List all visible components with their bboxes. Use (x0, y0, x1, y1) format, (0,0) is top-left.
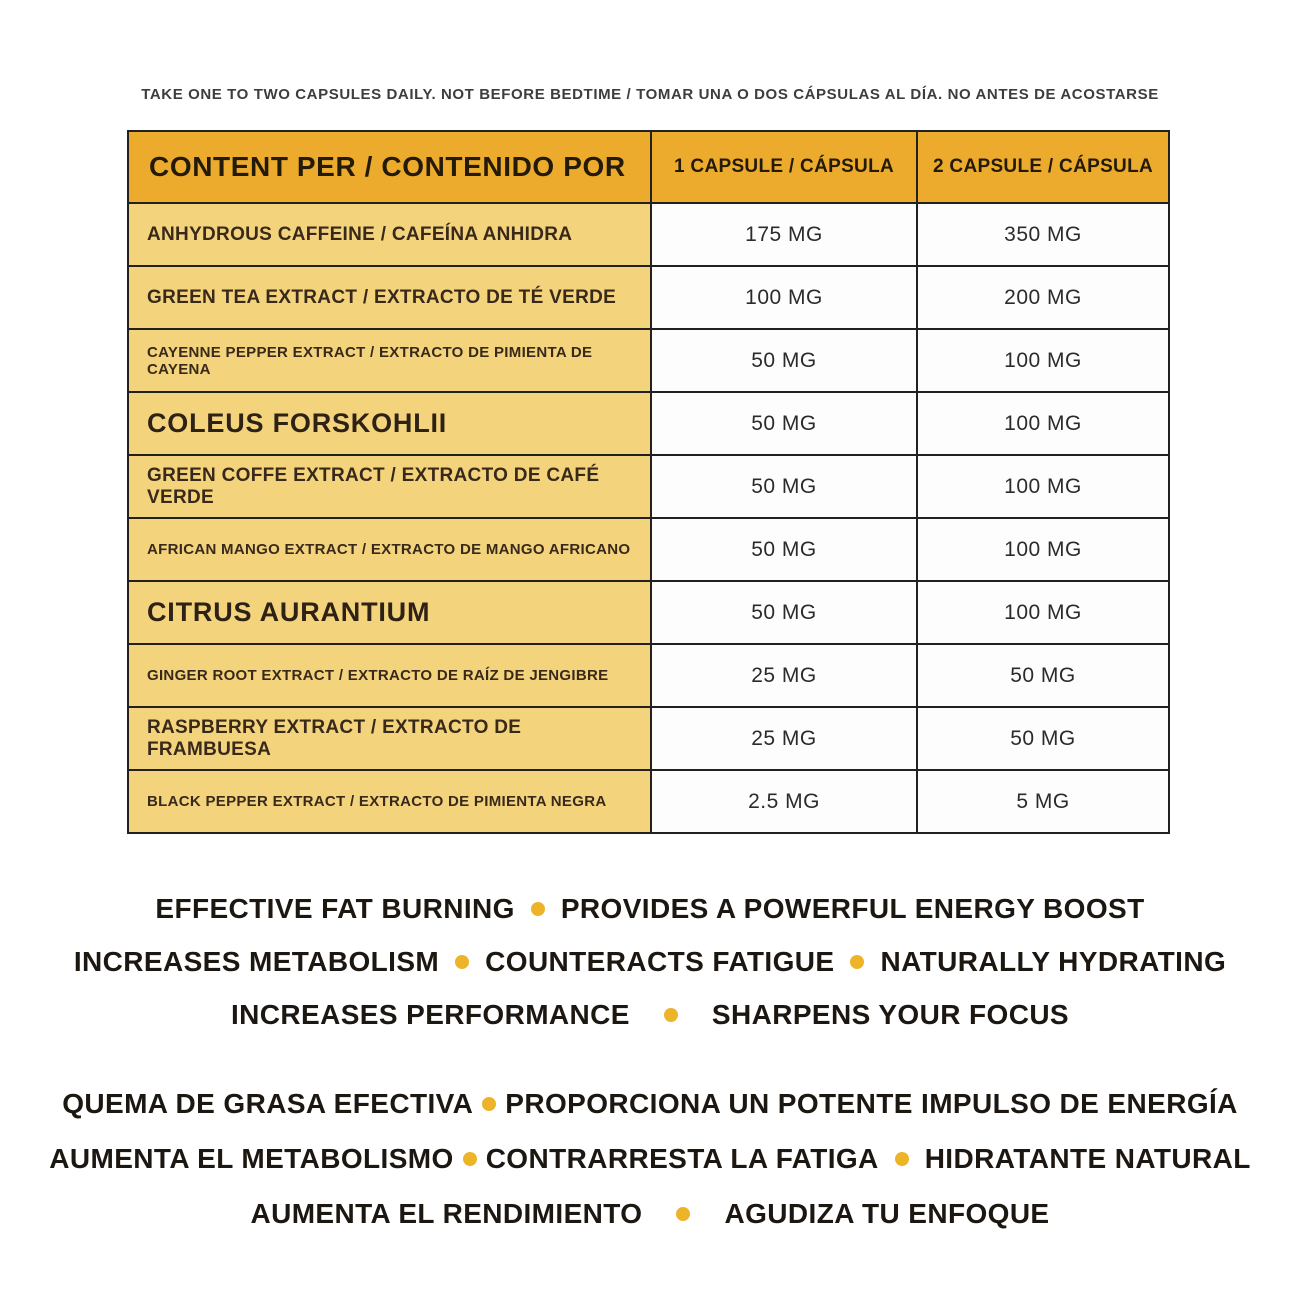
bullet-dot-icon (463, 1152, 477, 1166)
ingredient-name: BLACK PEPPER EXTRACT / EXTRACTO DE PIMIENTA NEGRA (128, 770, 651, 833)
benefit-text: AUMENTA EL METABOLISMO (49, 1143, 454, 1174)
table-row (128, 392, 1169, 455)
table-row (128, 707, 1169, 770)
amount-1-capsule: 25 MG (651, 707, 917, 770)
table-row (128, 770, 1169, 833)
benefits-english (0, 893, 1300, 1052)
bullet-dot-icon (482, 1097, 496, 1111)
benefit-text: NATURALLY HYDRATING (880, 946, 1227, 977)
amount-2-capsule: 5 MG (917, 770, 1169, 833)
amount-1-capsule: 50 MG (651, 581, 917, 644)
benefit-text: HIDRATANTE NATURAL (924, 1143, 1251, 1174)
table-row (128, 518, 1169, 581)
benefit-text: PROPORCIONA UN POTENTE IMPULSO DE ENERGÍA (505, 1088, 1238, 1119)
benefit-text: INCREASES PERFORMANCE (230, 999, 630, 1030)
ingredient-name: GREEN TEA EXTRACT / EXTRACTO DE TÉ VERDE (128, 266, 651, 329)
bullet-dot-icon (850, 955, 864, 969)
benefit-line (0, 1198, 1300, 1230)
amount-2-capsule: 100 MG (917, 581, 1169, 644)
table-header-row (128, 131, 1169, 203)
benefit-line (0, 946, 1300, 978)
amount-1-capsule: 50 MG (651, 329, 917, 392)
ingredient-name: CAYENNE PEPPER EXTRACT / EXTRACTO DE PIMIENTA DE CAYENA (128, 329, 651, 392)
header-content-per: CONTENT PER / CONTENIDO POR (128, 131, 651, 203)
amount-2-capsule: 350 MG (917, 203, 1169, 266)
ingredient-name: GREEN COFFE EXTRACT / EXTRACTO DE CAFÉ VERDE (128, 455, 651, 518)
amount-1-capsule: 175 MG (651, 203, 917, 266)
ingredient-name: ANHYDROUS CAFFEINE / CAFEÍNA ANHIDRA (128, 203, 651, 266)
benefit-line (0, 1143, 1300, 1175)
table-row (128, 266, 1169, 329)
table-row (128, 581, 1169, 644)
header-1-capsule: 1 CAPSULE / CÁPSULA (651, 131, 917, 203)
amount-1-capsule: 100 MG (651, 266, 917, 329)
bullet-dot-icon (455, 955, 469, 969)
amount-2-capsule: 100 MG (917, 518, 1169, 581)
table-row (128, 203, 1169, 266)
amount-1-capsule: 50 MG (651, 518, 917, 581)
benefit-line (0, 1088, 1300, 1120)
ingredient-name: GINGER ROOT EXTRACT / EXTRACTO DE RAÍZ DE JENGIBRE (128, 644, 651, 707)
benefit-text: CONTRARRESTA LA FATIGA (485, 1143, 879, 1174)
amount-2-capsule: 200 MG (917, 266, 1169, 329)
amount-2-capsule: 50 MG (917, 707, 1169, 770)
amount-2-capsule: 50 MG (917, 644, 1169, 707)
bullet-dot-icon (664, 1008, 678, 1022)
benefit-text: QUEMA DE GRASA EFECTIVA (62, 1088, 474, 1119)
benefit-text: AGUDIZA TU ENFOQUE (724, 1198, 1050, 1229)
benefit-text: COUNTERACTS FATIGUE (485, 946, 835, 977)
ingredient-name: COLEUS FORSKOHLII (128, 392, 651, 455)
amount-2-capsule: 100 MG (917, 392, 1169, 455)
ingredient-name: RASPBERRY EXTRACT / EXTRACTO DE FRAMBUESA (128, 707, 651, 770)
benefit-text: SHARPENS YOUR FOCUS (711, 999, 1070, 1030)
amount-1-capsule: 50 MG (651, 455, 917, 518)
table-row (128, 329, 1169, 392)
amount-1-capsule: 50 MG (651, 392, 917, 455)
table-row (128, 644, 1169, 707)
bullet-dot-icon (895, 1152, 909, 1166)
benefit-line (0, 999, 1300, 1031)
bullet-dot-icon (676, 1207, 690, 1221)
dosage-instructions: TAKE ONE TO TWO CAPSULES DAILY. NOT BEFORE BEDTIME / TOMAR UNA O DOS CÁPSULAS AL DÍA. NO ANTES DE ACOSTARSE (141, 86, 1159, 103)
amount-1-capsule: 25 MG (651, 644, 917, 707)
header-2-capsule: 2 CAPSULE / CÁPSULA (917, 131, 1169, 203)
ingredient-name: AFRICAN MANGO EXTRACT / EXTRACTO DE MANGO AFRICANO (128, 518, 651, 581)
benefit-text: AUMENTA EL RENDIMIENTO (250, 1198, 643, 1229)
amount-2-capsule: 100 MG (917, 329, 1169, 392)
ingredient-name: CITRUS AURANTIUM (128, 581, 651, 644)
benefit-line (0, 893, 1300, 925)
benefit-text: INCREASES METABOLISM (73, 946, 440, 977)
table-row (128, 455, 1169, 518)
content-table (127, 130, 1170, 834)
amount-2-capsule: 100 MG (917, 455, 1169, 518)
amount-1-capsule: 2.5 MG (651, 770, 917, 833)
bullet-dot-icon (531, 902, 545, 916)
benefit-text: PROVIDES A POWERFUL ENERGY BOOST (560, 893, 1145, 924)
benefits-spanish (0, 1088, 1300, 1253)
benefit-text: EFFECTIVE FAT BURNING (155, 893, 515, 924)
